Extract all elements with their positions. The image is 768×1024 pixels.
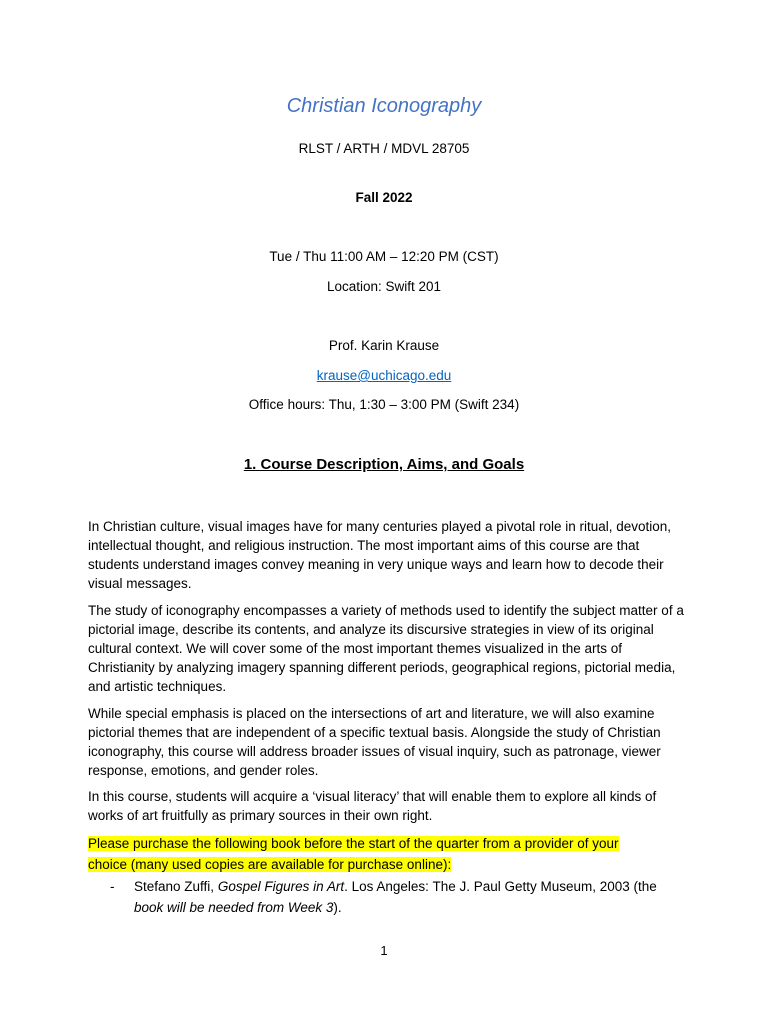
term: Fall 2022 <box>355 190 413 205</box>
office-hours: Office hours: Thu, 1:30 – 3:00 PM (Swift 234) <box>248 397 520 412</box>
highlighted-text: Please purchase the following book before the start of the quarter from a provider of your <box>88 836 619 851</box>
instructor-email-link[interactable]: krause@uchicago.edu <box>316 368 452 383</box>
book-author: Stefano Zuffi, <box>134 879 218 894</box>
email-line <box>0 367 768 385</box>
book-citation <box>112 876 682 918</box>
highlighted-text: choice (many used copies are available for purchase online): <box>88 857 452 872</box>
book-publisher: . Los Angeles: The J. Paul Getty Museum, 2003 (the <box>344 879 657 894</box>
book-close: ). <box>333 900 342 915</box>
schedule: Tue / Thu 11:00 AM – 12:20 PM (CST) <box>269 249 499 264</box>
book-list-item <box>112 876 682 918</box>
paragraph-3: While special emphasis is placed on the intersections of art and literature, we will also examine pictorial themes that are independent of a specific textual basis. Alongside the study of Christian iconography, this course will address broader issues of visual inquiry, such as patronage, viewer response, emotions, and gender roles. <box>88 706 661 778</box>
book-note: book will be needed from Week 3 <box>134 900 334 915</box>
paragraph-4: In this course, students will acquire a ‘visual literacy’ that will enable them to explore all kinds of works of art fruitfully as primary sources in their own right. <box>88 789 657 823</box>
page-number: 1 <box>380 943 388 958</box>
paragraph-2: The study of iconography encompasses a variety of methods used to identify the subject matter of a pictorial image, describe its contents, and analyze its discursive strategies in view of its original cultural context. We will cover some of the most important themes visualized in the arts of Christianity by analyzing imagery spanning different periods, geographical regions, pictorial media, and artistic techniques. <box>88 603 684 694</box>
paragraph-1: In Christian culture, visual images have for many centuries played a pivotal role in ritual, devotion, intellectual thought, and religious instruction. The most important aims of this course are that students understand images convey meaning in very unique ways and learn how to decode their visual messages. <box>88 519 672 591</box>
list-bullet: - <box>110 879 115 894</box>
course-code: RLST / ARTH / MDVL 28705 <box>298 141 470 156</box>
section-heading: 1. Course Description, Aims, and Goals <box>243 456 525 473</box>
instructor-name: Prof. Karin Krause <box>328 338 440 353</box>
document-title: Christian Iconography <box>286 95 482 117</box>
book-purchase-notice <box>88 833 688 875</box>
book-title: Gospel Figures in Art <box>217 879 345 894</box>
location: Location: Swift 201 <box>326 279 442 294</box>
